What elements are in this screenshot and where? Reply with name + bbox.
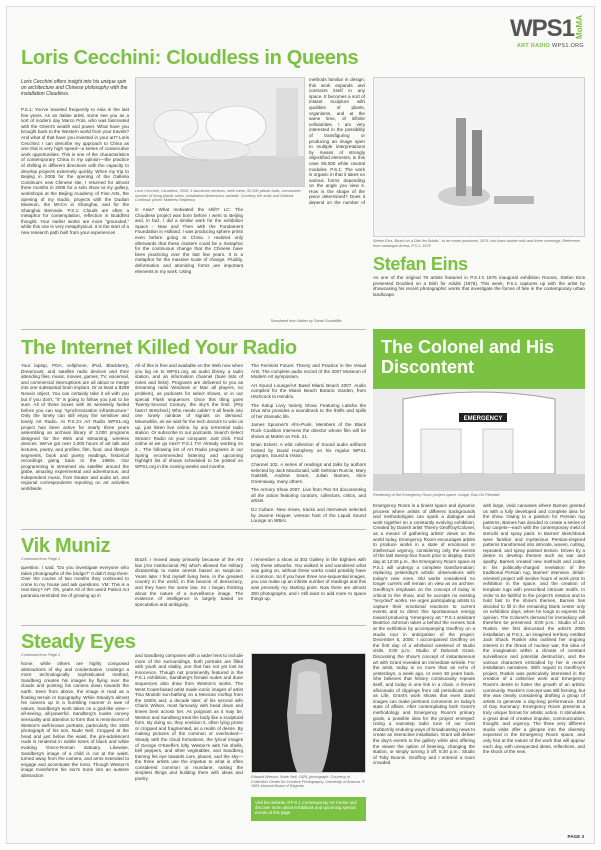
- cecchini-col2: in Asia? What motivated the shift? LC: The Cloudless project was born before I went to Beijing and, in fact, I did a similar work for the exhibition Space - Now and Then with the Fundament Foundation in Holland. I was producing sphere prints even before going to China. I realized only afterwards that these clusters could be a metaphor for the continuous change that the Chinese have been practicing over the last few years. It is a metaphor for the massive scale of change. Fluidity, deformation and atomizing forms are important elements in my work. Using: [135, 207, 243, 274]
- internet-program-list: [251, 363, 366, 523]
- program-item: The Kalup Livry Variety Show. Featuring Latisha the Diva who provides a soundtrack to the thrills and spills of her dramatic life.: [251, 402, 366, 419]
- nude-neil-photo: [251, 653, 366, 773]
- emergency-room-rendering: [373, 389, 585, 491]
- cecchini-translated: Translated from Italian by Sarah Scandiffio: [270, 319, 342, 323]
- moma-text: MoMA: [575, 15, 584, 39]
- program-item: Brian Eckert. A wild collection of Sound audio artifacts hosted by David Humphrey on his regular WPS1 program, Sound & Vision.: [251, 442, 366, 459]
- program-item: The Armory Show 2007. Live from Pier 94 documenting all the action featuring curators, collectors, critics, and artists.: [251, 487, 366, 504]
- logo-text: WPS1: [509, 15, 574, 42]
- internet-col2: All of this is free and available on the Web now when you log on to WPS1.org, as audio library, a radio station, and an information channel (bare lists of notes and links). Programs are delivered to you as streaming radio Windows or Mac all players, no problem), as podcasts for select shows, or in our special Flash sequencer. Once this thing goes Twenty-Second Century, the sky's the limit. (Pity hasn't stretched.) Who needs cable? It all feeds into one lonely rainbow of signals on demand. Meanwhile, as we wait for the tech doctors to wire us up, just listen live online, by any terrestrial radio station. Or subscribe to our podcasts. Search Select Stream: Radio on your computer. Just click. Find online at we go next? P.S.1 TV! Already working on it... The following list of Art Radio programs is our Spring recommended listening and upcoming highlight list of shows scheduled to be posted on WPS1.org in the coming weeks and months.: [135, 363, 243, 469]
- newspaper-page: [6, 6, 595, 844]
- vik-muniz-title: Vik Muniz: [21, 535, 111, 557]
- vik-muniz-continued: Continued from Page 1: [21, 557, 61, 561]
- program-item: The Feminist Future: Theory and Practice in the Visual Arts. The complete audio record of the 2007 Museum of Modern Art symposium.: [251, 363, 366, 380]
- emergency-sign: EMERGENCY: [463, 416, 503, 422]
- nude-neil-caption: Edward Weston, Nude Neil, 1925, photograph. Courtesy of Collection Center for Creative Photography, University of Arizona. © 1981 Arizona Board of Regents: [251, 775, 365, 789]
- steady-eyes-col2: and Sandberg composes with a wider lens to include more of the surroundings, both portraits are filled with youth and vitality, one that has not yet lost its innocence. Though not prominently featured in the P.S.1 exhibition, Sandberg's female nudes and dune sequences also draw from Weston's works. The West Coast-based artist made iconic images of artist Tina Modotti sun-bathing on a Mexican rooftop from the 1920s and, a decade later, of his second wife Charis Wilson, most famously with head down and knees bent across her. As poignant as it may be, Weston and Sandberg treat the body like a sculptural form. By doing so, they envision it, often lying prone or cropped and fragmented, as a realm of desire. By making pictures of the common or overlooked—Steady with the cloud formations, the lyrical images of George O'Keeffe's lofty Weston's with his shells, bell peppers, and other vegetables, and Sandberg training his eye towards cars, planes, and the sky—the three artists use the impetus to what is often considered common or mundane, raising the simplest things and building them with ideas and poetry.: [135, 653, 243, 782]
- vik-muniz-col2: Brazil. I moved away primarily because of the AI5 law (Ato Institucional #5) which allowed the military dictatorship to make arrests based on suspicion. Years later I find myself living here, in the greatest country in the world, in this beacon of democracy, and they have the same law. So I began thinking about the nature of a surveillance image. The evidence of intelligence is largely based on speculation and ambiguity.: [135, 557, 243, 607]
- logo-tag-left: ART RADIO: [516, 43, 551, 49]
- divider: [21, 329, 366, 330]
- vik-muniz-col1: question. I said, “Do you investigate everyone who takes photographs of the bridge?” It didn't stop there. Over the course of two months they continued to come to my house and ask questions. VM: This is a real story? AP: Oh, yeah! All of this weird Patriot Act paranoia reminded me of growing up in: [21, 565, 129, 598]
- page-number: PAGE 3: [567, 834, 584, 839]
- stefan-eins-photo: [373, 77, 585, 237]
- colonel-col1: Emergency Room is a tiniest space and dynamic process where artists of different backgrounds and methodologies can spark a dialogue and work together on a constantly evolving exhibition. Created by Danish artist Thierry Geoffroy/Colonel, as a means of gathering artists' views on the world today, Emergency Room encourages artists to produce works in a state of emotional or intellectual urgency, considering only the events of the last twenty-four hours prior to display. Each day at 12:30 p.m., the Emergency Room space at P.S.1 will undergo a complete transformation: replacing yesterday's artistic observations with today's new ones. Old works considered no longer current will remain on view as an archive. Geoffroy's emphasis on the concept of today is critical to the show, and he accepts no existing “recycled” works. He urges participating artists to capture their emotional reactions to current events and to direct this spontaneous energy toward producing “emergency art.” P.S.1 assistant Beatrice Johnson takes a behind the scenes look at the exhibition by accompanying Geoffroy on a studio tour in anticipation of the project. December 5, 2006: I accompanied Geoffroy on the first day of a whirlwind weekend of studio visits. 3:00 p.m.: Studio of Deborah Grant. Discussing the show's concept of instantaneous art with Grant revealed an immediate wrinkle. For the artist, today is no more than an echo of yesterdays, a week ago, or even 30 years back. She believes that history continuously repeats itself, and today is one link in a chain. A fervent aficionado of clippings from old periodicals such as Life, Grant's work shows that even dated images can make pertinent comments on today's state of affairs. After contemplating both Grant's methodology and Emergency Room's primary goals, a possible idea for the project emerged: Using a nanostep radio tone of our most stubbornly enduring ways of broadcasting news to create an interactive installation. Grant will deliver the day's events to the gallery while also offering the viewer the option of listening, changing the station, or simply turning it off. 5:30 p.m.: Studio of Toby Buonis. Geoffroy and I entered a room crowded: [373, 503, 475, 766]
- cecchini-caption: Loris Cecchini, Cloudless, 2006. 5 aluminum sections, steel wires, 50,000 plastic balls, unmounted number of living plastic tubes, installation dimensions variable. Courtesy the artist and Galleria Continua; photo: Matthew Septimus: [135, 189, 301, 203]
- internet-col1: Your laptop, PDA, cellphone, iPod, Blackberry, Dreamcast, and satellite radio devices and their attending files, music, movies, games, TV, voicemail, and commercial interruptions are all about to merge into one substantial brain implant. Or at least a $299 Nexxin object. You can certainly take it all with you but if you don't, “it” is going to follow you just to be sure. All of these boxes with its wirelessly fueled before you can say “synchronization infrastructure.” Only the lonely can still enjoy the sensitive and lonely Art Radio. At P.S.1's Art Radio WPS1.org project has been active for nearly three years assembling an archival library of 3,000 programs designed for the Web and streaming, wireless devices. We've got over 2,000 hours of art talk and lectures, poetry, and profiles, film, food, and lifestyle segments, book and poetry readings, historical recordings going back to the 1960s. Our programming is streamed via satellite around the globe, amazing experimental and adventurous, and independent music, from theater and audio art, and regional correspondents reporting on art activities worldwide.: [21, 363, 129, 492]
- cecchini-intro: Loris Cecchini offers insight into his unique spin on architecture and Chinese philosophy with the installation Cloudless.: [21, 79, 128, 97]
- steady-eyes-col1: home, while others are highly composed abstractions of sky and condensation. Undergo a more technologically sophisticated method, Sandberg creates his images by flying over the clouds and pointing his camera down towards the earth. Seen from above, the image is read as a floating terrain or topography. While Steady's almost his camera up in a humbling manner in awe of nature, Sandberg's work takes on a god-like view—all-seeing, all-powerful. Sandberg's nudes convey sensuality and attention to form that is reminiscent of Weston's well-known portraits, particularly the 1926 photograph of his son, Nude Neil. Cropped at the head and just below the waist, the pre-adolescent nude is rendered in subtle tones of black and white evoking Greco-Roman statuary. Likewise, Sandberg's image of a child is cut at the waist, turned away from the camera, and arms extended to engage and accentuate the torso. Though Weston's image transforms his son's trunk into an austere abstraction: [21, 661, 129, 778]
- program-item: Art Sound Lounge/Art Basel Miami Beach 2007. Audio compiled for the Miami Beach Botanic Garden, from Hitchcock to Hendrix.: [251, 382, 366, 399]
- emergency-room-image: [373, 389, 585, 491]
- torso-image: [252, 654, 366, 773]
- visit-website-box: Visit the website of P.S.1 Contemporary Art Center and discover more about exhibitions and upcoming special events at this page.: [251, 797, 366, 821]
- colonel-header-panel: [373, 329, 585, 389]
- stefan-eins-title: Stefan Eins: [373, 254, 468, 274]
- colonel-caption: Rendering of the Emergency Room project space. Image: Dan Gir Plesdale: [373, 493, 500, 497]
- program-item: DJ Culture. New mixes, tracks and interviews selected by Jeanne Hopper, veteran host of the Liquid Sound Lounge on WBAI.: [251, 507, 366, 523]
- colonel-col2: with large, vivid canvases where Barnes greeted us with a fully developed and complete idea for the show. Owing to a passion for Persian rug patterns, Barnes has decided to create a series of four carpets—each with the contemporary meld of stencils and spray paint. In Barnes' sketchbook were familiar and mysterious Persian-inspired patterns transformed into intricate, woven, cutting, repeated, and spray painted texture. Driven by a desire to develop themes such as war and apathy. Barnes created new methods and codes in his politically-charged revelation of the traditional Persian rug. Barnes' intensive, detail-oriented project will involve hours of work prior to exhibition in the space, and the creation of template rugs with prescribed intricate motifs. In order to be faithful to the project's mission and to hold fast to the show's themes, Barnes has decided to fill in the remaining blank center only on exhibition days, when he longs to express his opinion. The Colonel's demand for immediacy will therefore be preserved. 8:00 p.m.: Studio of Lin Ruskin. We first discussed the artist's 2006 installation at P.S.1, an imagined territory entitled Jack Shack. Ruskin also outlined her ongoing interest in the threat of nuclear war, the idea of the imagination within a climate of constant surveillance and potential destruction, and the various characters embodied by her in recent installation narratives. With regard to Geoffroy's project, Ruskin was particularly interested in the creation of a collective work and Emergency Room's desire to foster the growth of an artistic community. Ruskin's concept was still forming, but she was clearly considering drafting a group of artists to generate a day-long performance. End of Day Summary: Emergency Room presents a truly unique format for artistic action. It stimulates a great deal of creative impulse, communication, thought, and urgency. The three very different studio visits offer a glimpse into the diversity expected in the Emergency Room space, and only hint at the nature of the work that will appear each day, with unexpected ideas, reflections, and the shock of the new.: [483, 503, 585, 755]
- steady-eyes-continued: Continued from Page 1: [21, 653, 61, 657]
- cecchini-installation-photo: [135, 77, 305, 187]
- cloud-installation-image: [136, 78, 305, 187]
- divider: [21, 625, 366, 626]
- sculpture-image: [374, 78, 585, 237]
- cecchini-title: Loris Cecchini: Cloudless in Queens: [21, 47, 359, 69]
- stefan-eins-caption: Stefan Eins, Brush on a Dish for Adults - to be made produced, 1976, two foam rubber rolls and three coverings. Reference from catalogue Arena, P.S.1, 1976: [373, 239, 580, 248]
- cecchini-col1: P.S.1: You've traveled frequently to Asia in the last few years. As an Italian artist, some see you as a sort of modern day Marco Polo, who was fascinated with the Orient's wealth and power. What have you brought back to the Western world from your travels? And what of that have you invested in your art? Loris Cecchini: I can describe my approach to China as one that is very high speed—a series of consecutive work opportunities. This is one of the characteristics of contemporary China in my opinion—the practice of shifting in different directions with the capacity to develop projects extremely quickly. When my trip to Beijing in 2005 for the opening of the Galleria Continua's new Chinese site, I returned for almost three months in 2006 for a solo show at my gallery, workshops at the Beijing Academy of Fine Arts, the opening of my studio, projects with the Dudian Museum, the MACA in Shanghai, and for the Shanghai Biennale. P.S.1: Clouds are often a metaphor for contemplation, reflection in Buddhist thought. Your earlier works are more “grounded,” while this one is very metaphysical. It is the start of a new research path built from your experiences: [21, 107, 129, 236]
- program-item: Channel 102. A series of readings and talks by authors selected by Jack Macdonald, with Seltman Runcie, Mary Gaitskill, Andrew Sears, Julian Barnes, Alice Greenaway, many others.: [251, 461, 366, 484]
- stefan-eins-body: As one of the original 78 artists featured in P.S.1's 1976 inaugural exhibition Rooms, Stefan Eins presented Doubled on a Dish for Adults (1976). This week, P.S.1 captures up with the artist by showcasing his recent photographic works that investigate the forces of fate in the contemporary urban landscape.: [373, 275, 585, 297]
- program-item: James Spooner's Afro-Punk. Members of the Black Rock Coalition interview the director whose film will be shown at MoMA on Feb. 21.: [251, 422, 366, 439]
- colonel-title: The Colonel and His Discontent: [381, 337, 555, 377]
- vik-muniz-col3: I remember a show at 303 Gallery in the Eighties with only these artworks. You walked in and wondered what was going on, without these works could possibly have in common. So if you have three non-sequential images, you can make up an infinite number of readings and this was precisely my starting point. Now there are almost 300 photographs, and I still want to add more to space things up.: [251, 557, 366, 602]
- steady-eyes-title: Steady Eyes: [21, 631, 136, 653]
- cecchini-col3: methods familiar in design, this work expands and contracts itself in any space. It becomes a sort of instant sculpture with qualities of plants, organisms, and at the same time, of infinite cellularities. I am very interested in the possibility of transfiguring or producing an image open to multiple interpretations by means of strongly objectified elements, in this case 50,000 white neutral modules. P.S.1: The work is organic in that it takes on various forms depending on the angle you view it. How is the shape of the piece determined? Does it depend on the number of: [309, 77, 365, 206]
- logo-tag-right: WPS1.ORG: [551, 43, 584, 49]
- wps1-logo: [510, 15, 584, 49]
- divider: [21, 529, 366, 530]
- internet-title: The Internet Killed Your Radio: [21, 337, 297, 359]
